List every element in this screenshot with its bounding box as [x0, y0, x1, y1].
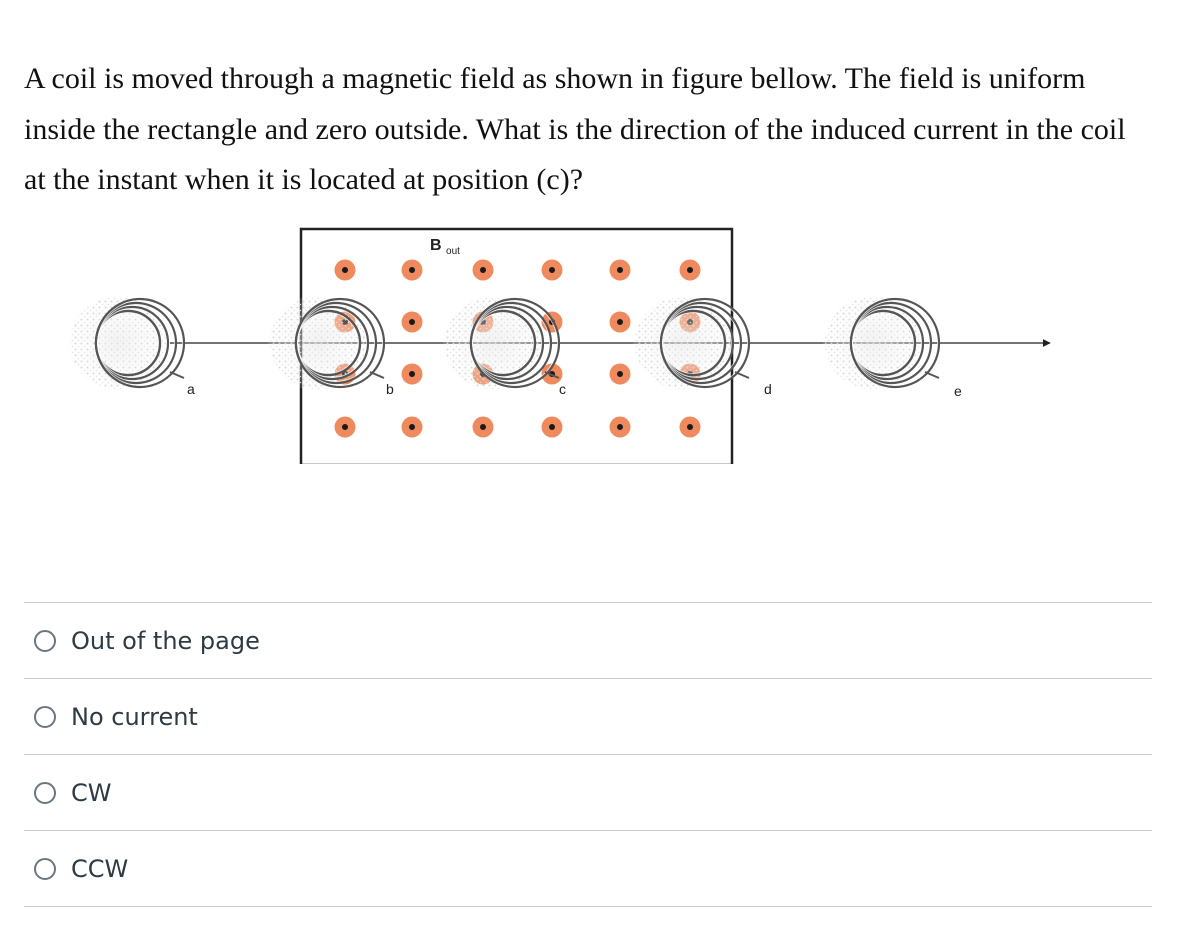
field-dot	[610, 260, 631, 281]
answer-label: CCW	[71, 854, 129, 883]
position-label-d: d	[764, 381, 772, 397]
answer-option-no-current[interactable]	[24, 679, 1152, 755]
field-dot	[402, 364, 423, 385]
field-dot	[680, 417, 701, 438]
field-dot	[542, 260, 563, 281]
position-label-b: b	[386, 381, 394, 397]
field-dot	[473, 417, 494, 438]
field-dot	[402, 417, 423, 438]
field-dot	[680, 260, 701, 281]
radio-button[interactable]	[34, 630, 56, 652]
field-dot	[402, 260, 423, 281]
field-dot	[335, 260, 356, 281]
field-dot	[610, 364, 631, 385]
answer-label: Out of the page	[71, 626, 260, 655]
field-dot	[473, 260, 494, 281]
position-label-a: a	[187, 381, 195, 397]
answer-option-ccw[interactable]	[24, 831, 1152, 907]
field-label-subscript: out	[446, 246, 460, 257]
answer-option-cw[interactable]	[24, 755, 1152, 831]
answer-label: CW	[71, 778, 112, 807]
coil-c	[443, 295, 559, 391]
field-label-symbol: B	[430, 237, 442, 254]
field-dot	[542, 417, 563, 438]
position-label-e: e	[954, 383, 962, 399]
magnetic-field-figure	[20, 222, 1060, 464]
field-dot	[335, 417, 356, 438]
answer-label: No current	[71, 702, 198, 731]
radio-button[interactable]	[34, 706, 56, 728]
field-dot	[402, 312, 423, 333]
field-dot	[610, 312, 631, 333]
coil-a	[68, 295, 184, 391]
position-label-c: c	[559, 381, 566, 397]
question-text: A coil is moved through a magnetic field as shown in figure bellow. The field is uniform inside the rectangle and zero outside. What is the direction of the induced current in the coil at the instant when it is located at position (c)?	[24, 62, 1126, 196]
radio-button[interactable]	[34, 858, 56, 880]
coil-b	[268, 295, 384, 391]
coil-e	[823, 295, 939, 391]
field-dot	[610, 417, 631, 438]
answer-option-out-of-page[interactable]	[24, 603, 1152, 679]
field-label	[430, 237, 460, 257]
radio-button[interactable]	[34, 782, 56, 804]
answer-list	[24, 602, 1152, 907]
